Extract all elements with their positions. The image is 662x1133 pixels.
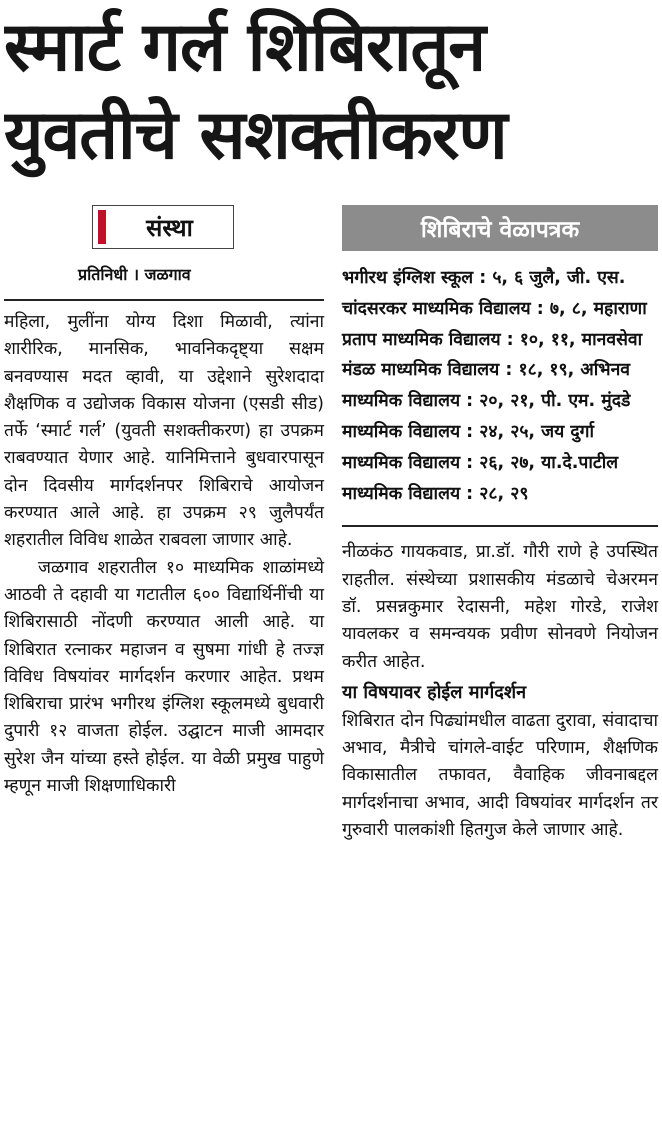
subheading: या विषयावर होईल मार्गदर्शन (342, 681, 527, 703)
paragraph-1: महिला, मुलींना योग्य दिशा मिळावी, त्यांना शारीरिक, मानसिक, भावनिकदृष्ट्या सक्षम बनवण्यास मदत व्हावी, या उद्देशाने सुरेशदादा शैक्षणिक व उद्योजक विकास योजना (एसडी सीड) तर्फे ‘स्मार्ट गर्ल’ (युवती सशक्तीकरण) हा उपक्रम राबवण्यात येणार आहे. यानिमित्ताने बुधवारपासून दोन दिवसीय मार्गदर्शनपर शिबिराचे आयोजन करण्यात आले आहे. हा उपक्रम २९ जुलैपर्यंत शहरातील विविध शाळेत राबवला जाणार आहे. (4, 312, 324, 551)
right-column (342, 205, 658, 844)
schedule-header: शिबिराचे वेळापत्रक (342, 205, 658, 251)
divider (342, 525, 658, 527)
headline (4, 4, 660, 180)
byline: प्रतिनिधी । जळगाव (78, 265, 191, 284)
paragraph-4: शिबिरात दोन पिढ्यांमधील वाढता दुरावा, संवादाचा अभाव, मैत्रीचे चांगले-वाईट परिणाम, शैक्षणिक विकासातील तफावत, वैवाहिक जीवनाबद्दल मार्गदर्शनाचा अभाव, आदी विषयांवर मार्गदर्शन तर गुरुवारी पालकांशी हितगुज केले जाणार आहे. (342, 710, 658, 841)
left-column (4, 205, 324, 800)
tag-accent-bar (98, 210, 106, 244)
section-tag-label: संस्था (146, 213, 193, 242)
schedule-body: भगीरथ इंग्लिश स्कूल : ५, ६ जुलै, जी. एस. चांदसरकर माध्यमिक विद्यालय : ७, ८, महाराणा प्रताप माध्यमिक विद्यालय : १०, ११, मानवसेवा मंडळ माध्यमिक विद्यालय : १८, १९, अभिनव माध्यमिक विद्यालय : २०, २१, पी. एम. मुंदडे माध्यमिक विद्यालय : २४, २५, जय दुर्गा माध्यमिक विद्यालय : २६, २७, या.दे.पाटील माध्यमिक विद्यालय : २८, २९ (342, 268, 647, 504)
headline-line-2: युवतीचे सशक्तीकरण (4, 96, 507, 175)
paragraph-2: जळगाव शहरातील १० माध्यमिक शाळांमध्ये आठवी ते दहावी या गटातील ६०० विद्यार्थिनींची या शिबिरासाठी नोंदणी करण्यात आली आहे. या शिबिरात रत्नाकर महाजन व सुषमा गांधी हे तज्ज्ञ विविध विषयांवर मार्गदर्शन करणार आहेत. प्रथम शिबिराचा प्रारंभ भगीरथ इंग्लिश स्कूलमध्ये बुधवारी दुपारी १२ वाजता होईल. उद्घाटन माजी आमदार सुरेश जैन यांच्या हस्ते होईल. या वेळी प्रमुख पाहुणे म्हणून माजी शिक्षणाधिकारी (4, 557, 324, 797)
divider (4, 299, 324, 301)
headline-line-1: स्मार्ट गर्ल शिबिरातून (4, 8, 485, 87)
section-tag (92, 205, 234, 249)
paragraph-3: नीळकंठ गायकवाड, प्रा.डॉ. गौरी राणे हे उपस्थित राहतील. संस्थेच्या प्रशासकीय मंडळाचे चेअरमन डॉ. प्रसन्नकुमार रेदासनी, महेश गोरडे, राजेश यावलकर व समन्वयक प्रवीण सोनवणे नियोजन करीत आहेत. (342, 542, 658, 672)
